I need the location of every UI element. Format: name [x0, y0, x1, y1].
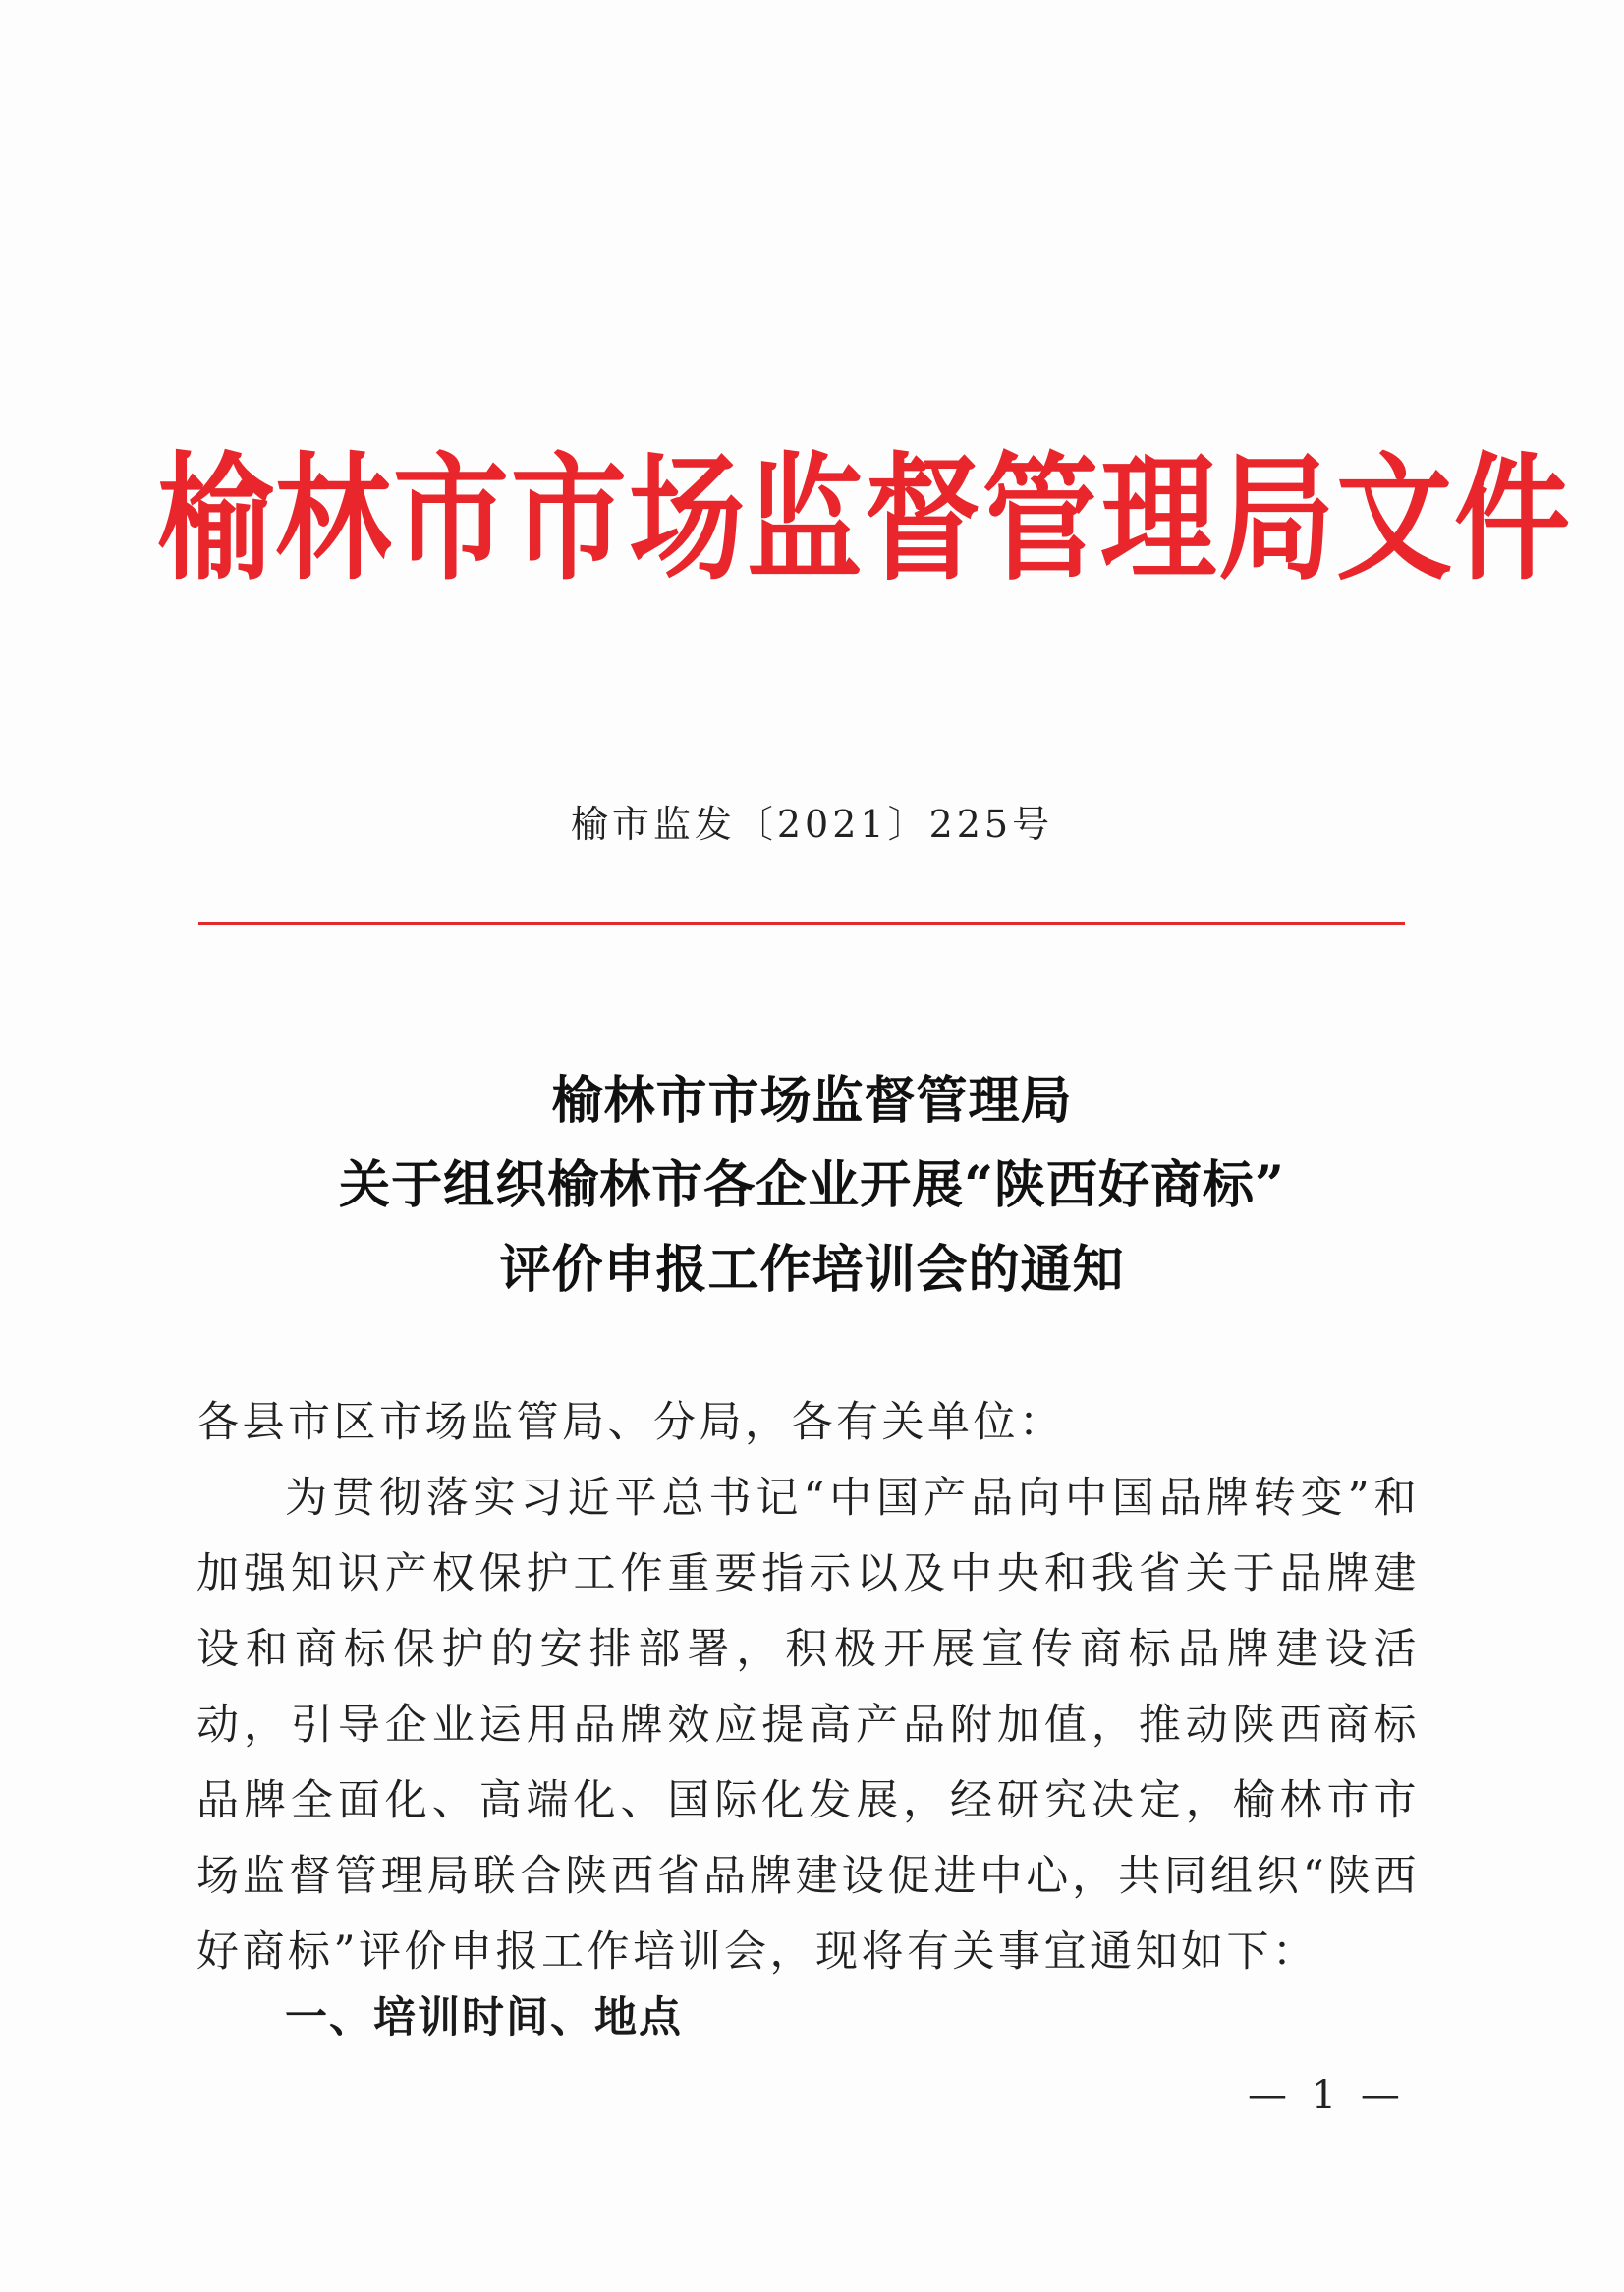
document-number: 榆市监发〔2021〕225号	[570, 803, 1054, 846]
notice-title	[0, 1059, 1624, 1313]
title-line-1: 榆林市市场监督管理局	[551, 1071, 1073, 1131]
page-number: — 1 —	[1248, 2073, 1406, 2118]
title-line-3: 评价申报工作培训会的通知	[499, 1240, 1125, 1300]
red-divider-line	[198, 922, 1405, 925]
section-heading-1: 一、培训时间、地点	[285, 1993, 683, 2042]
body-paragraph-1: 为贯彻落实习近平总书记“中国产品向中国品牌转变”和加强知识产权保护工作重要指示以及中央和我省关于品牌建设和商标保护的安排部署，积极开展宣传商标品牌建设活动，引导企业运用品牌效应提高产品附加值，推动陕西商标品牌全面化、高端化、国际化发展，经研究决定，榆林市市场监督管理局联合陕西省品牌建设促进中心，共同组织“陕西好商标”评价申报工作培训会，现将有关事宜通知如下：	[196, 1474, 1420, 1977]
title-line-2: 关于组织榆林市各企业开展“陕西好商标”	[339, 1155, 1285, 1215]
notice-body	[196, 1385, 1420, 1990]
salutation: 各县市区市场监管局、分局，各有关单位：	[196, 1398, 1065, 1447]
document-masthead: 榆林市市场监督管理局文件	[157, 437, 1573, 599]
